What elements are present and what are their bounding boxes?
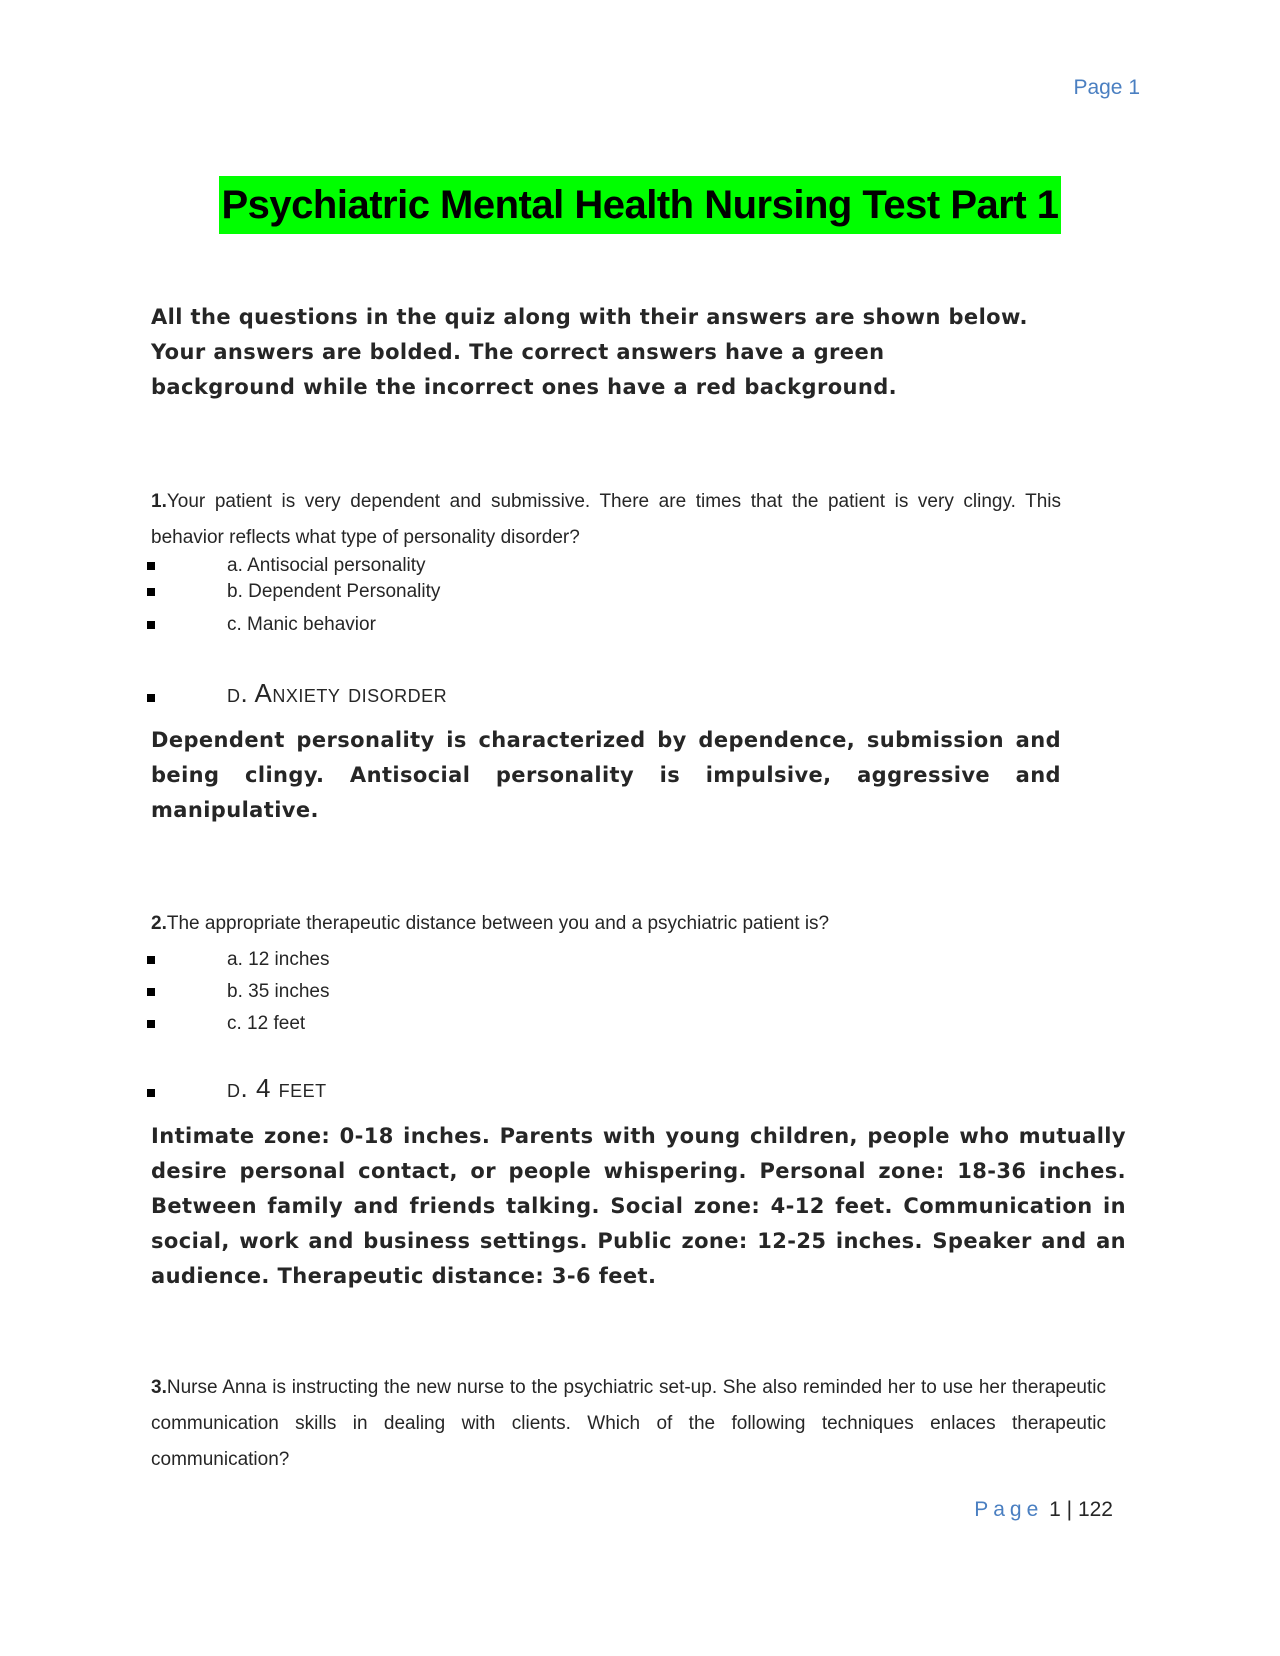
square-bullet-icon <box>147 1020 155 1028</box>
question-text: Your patient is very dependent and submissive. There are times that the patient is very clingy. This behavior reflects what type of personality disorder? <box>151 491 1061 548</box>
square-bullet-icon <box>147 562 155 570</box>
question-1-option-c <box>147 611 376 639</box>
option-text: c. Manic behavior <box>227 614 376 635</box>
question-number: 2. <box>151 913 167 934</box>
square-bullet-icon <box>147 588 155 596</box>
option-text: a. 12 inches <box>227 949 330 970</box>
square-bullet-icon <box>147 621 155 629</box>
footer-current-page: 1 <box>1049 1498 1061 1521</box>
intro-paragraph: All the questions in the quiz along with their answers are shown below. Your answers are bolded. The correct answers have a green background while the incorrect ones have a red background. <box>151 305 1028 399</box>
square-bullet-icon <box>147 694 155 702</box>
question-2-explanation: Intimate zone: 0-18 inches. Parents with young children, people who mutually desire personal contact, or people whispering. Personal zone: 18-36 inches. Between family and friends talking. Social zone: 4-12 feet. Communication in social, work and business settings. Public zone: 12-25 inches. Speaker and an audience. Therapeutic distance: 3-6 feet. <box>151 1124 1126 1288</box>
question-2-option-b <box>147 978 329 1006</box>
square-bullet-icon <box>147 988 155 996</box>
option-text: c. 12 feet <box>227 1013 306 1034</box>
option-text: b. Dependent Personality <box>227 581 441 602</box>
question-3 <box>151 1370 1106 1478</box>
answer-text: d. 4 feet <box>227 1073 327 1103</box>
footer-total-pages: 122 <box>1077 1498 1113 1521</box>
question-2-option-c <box>147 1010 305 1038</box>
square-bullet-icon <box>147 1089 155 1097</box>
footer-separator: | <box>1066 1498 1073 1521</box>
question-2-answer <box>147 1068 327 1108</box>
question-1-option-b <box>147 578 440 606</box>
question-1 <box>151 484 1061 556</box>
title-container <box>0 176 1280 234</box>
option-text: a. Antisocial personality <box>227 555 426 576</box>
question-2 <box>151 906 1061 942</box>
footer-page-word: Page <box>974 1498 1044 1521</box>
question-1-option-a <box>147 552 426 580</box>
question-number: 1. <box>151 491 167 512</box>
option-text: b. 35 inches <box>227 981 330 1002</box>
answer-text: d. Anxiety disorder <box>227 678 448 708</box>
document-title: Psychiatric Mental Health Nursing Test Part 1 <box>219 176 1060 234</box>
question-1-answer <box>147 673 447 713</box>
question-text: Nurse Anna is instructing the new nurse to the psychiatric set-up. She also reminded her to use her therapeutic communication skills in dealing with clients. Which of the following techniques enlaces therapeutic communication? <box>151 1377 1106 1470</box>
header-page-label: Page 1 <box>1073 76 1140 99</box>
question-1-explanation: Dependent personality is characterized by dependence, submission and being clingy. Antisocial personality is impulsive, aggressive and manipulative. <box>151 728 1061 822</box>
footer-page-number <box>974 1498 1113 1522</box>
question-2-option-a <box>147 946 329 974</box>
question-text: The appropriate therapeutic distance between you and a psychiatric patient is? <box>166 913 830 934</box>
question-number: 3. <box>151 1377 167 1398</box>
square-bullet-icon <box>147 956 155 964</box>
